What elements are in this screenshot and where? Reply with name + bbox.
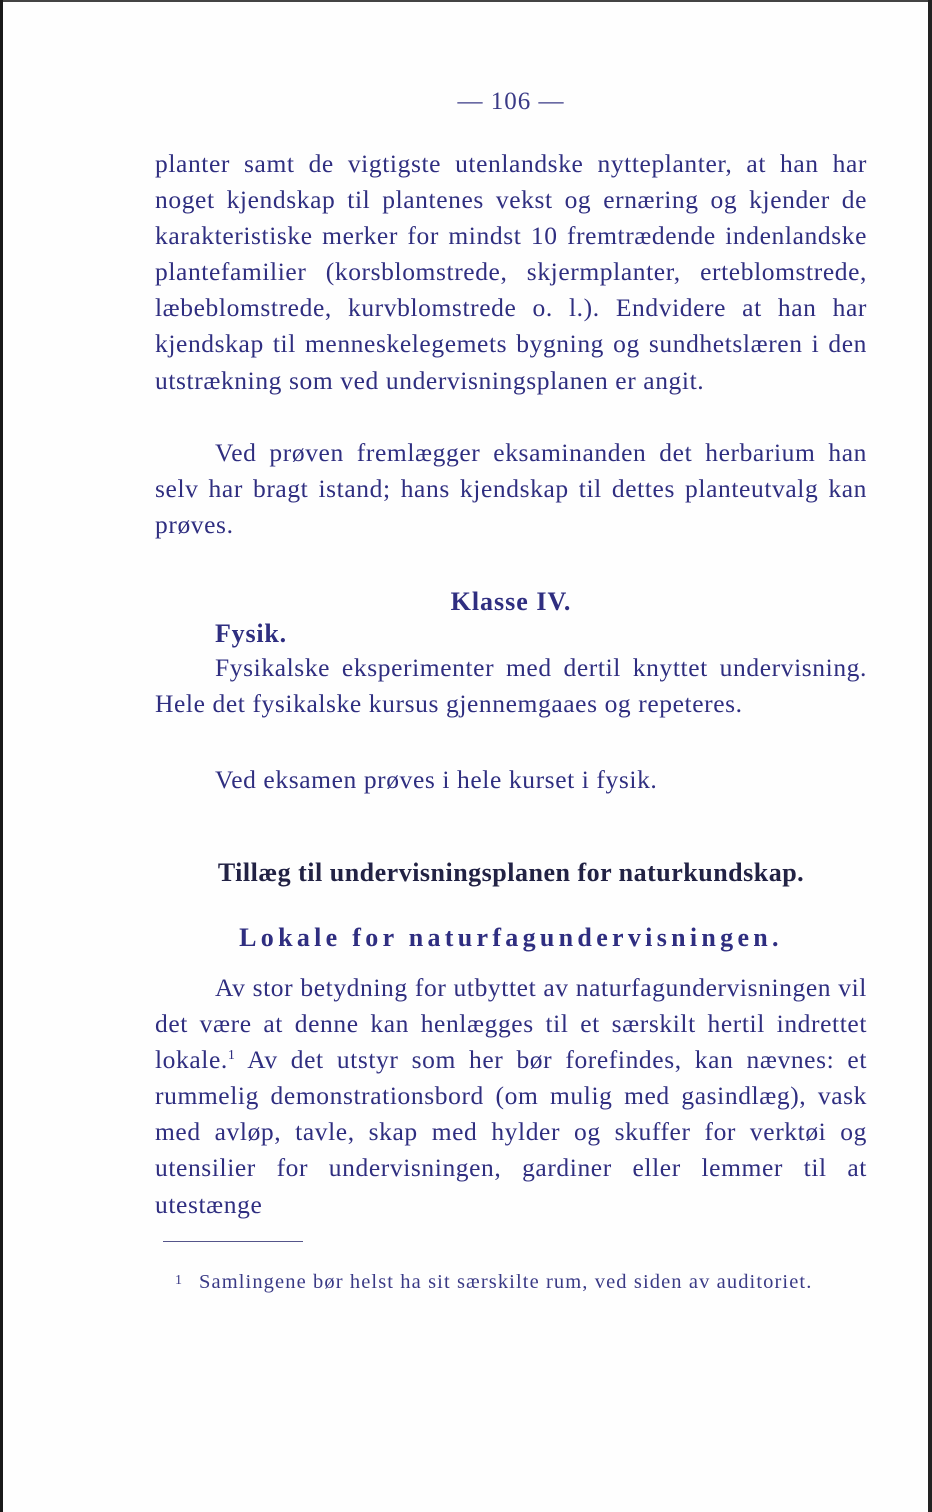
footnote-reference: 1: [227, 1048, 236, 1064]
paragraph-lokale-part-1: Av stor betydning for utbyttet av naturfagundervisningen vil det være at denne kan henlægges til et særskilt hertil indrettet lokale.: [155, 973, 867, 1075]
subheading-lokale: Lokale for naturfagundervisningen.: [239, 923, 783, 952]
page-number: — 106 —: [457, 88, 565, 115]
footnote-text: Samlingene bør helst ha sit særskilte rum, ved siden av auditoriet.: [199, 1271, 813, 1293]
footnote-divider: [163, 1241, 303, 1242]
paragraph-planter: planter samt de vigtigste utenlandske nytteplanter, at han har noget kjendskap til plantenes vekst og ernæring og kjender de karakteristiske merker for mindst 10 fremtrædende indenlandske plantefamilier (korsblomstrede, skjermplanter, erteblomstrede, læbeblomstrede, kurvblomstrede o. l.). Endvidere at han har kjendskap til menneskelegemets bygning og sundhetslæren i den utstrækning som ved undervisningsplanen er angit.: [155, 149, 867, 395]
paragraph-lokale: [155, 970, 867, 1223]
section-heading-klasse: Klasse IV.: [450, 587, 572, 616]
footnote-mark: 1: [175, 1273, 184, 1288]
footnote: [175, 1268, 867, 1297]
paragraph-eksamen: Ved eksamen prøves i hele kurset i fysik.: [215, 765, 658, 794]
section-heading-tillaeg: Tillæg til undervisningsplanen for naturkundskap.: [217, 858, 805, 887]
paragraph-proven: Ved prøven fremlægger eksaminanden det herbarium han selv har bragt istand; hans kjendskap til dettes planteutvalg kan prøves.: [155, 438, 867, 540]
subject-heading-fysik: Fysik.: [215, 619, 287, 648]
paragraph-fysikalske: Fysikalske eksperimenter med dertil knyttet undervisning. Hele det fysikalske kursus gjennemgaaes og repeteres.: [155, 653, 867, 719]
paragraph-lokale-part-2: Av det utstyr som her bør forefindes, kan nævnes: et rummelig demonstrationsbord (om mulig med gasindlæg), vask med avløp, tavle, skap med hylder og skuffer for verktøi og utensilier for undervisningen, gardiner eller lemmer til at utestænge: [155, 1045, 867, 1219]
book-page: [155, 0, 867, 1512]
